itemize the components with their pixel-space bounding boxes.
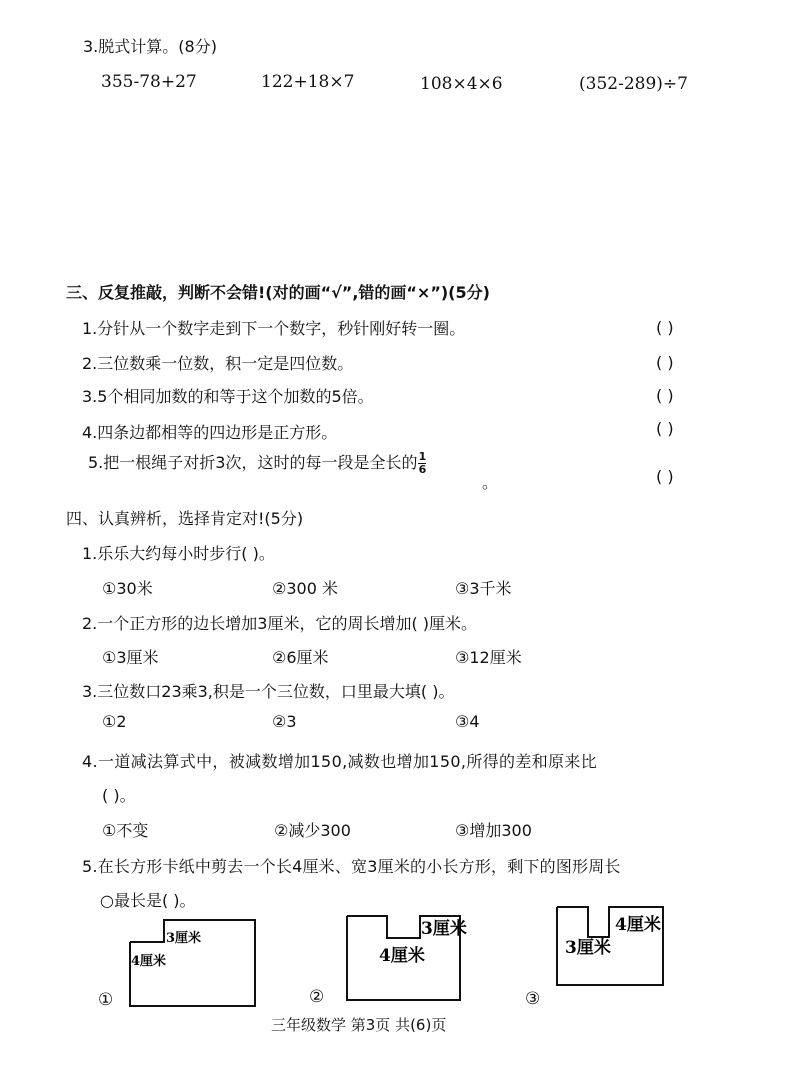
figure-1-number: ① — [98, 990, 114, 1010]
choice-q5-line1: 5.在长方形卡纸中剪去一个长4厘米、宽3厘米的小长方形，剩下的图形周长 — [82, 857, 621, 876]
calc-expression-3: 108×4×6 — [420, 74, 503, 94]
choice-q2: 2.一个正方形的边长增加3厘米，它的周长增加( )厘米。 — [82, 614, 478, 633]
judge-answer-2[interactable]: ( ) — [656, 353, 674, 372]
judge-answer-4[interactable]: ( ) — [656, 419, 674, 438]
choice-q2-option-2[interactable]: ②6厘米 — [272, 648, 329, 667]
calc-expression-4: (352-289)÷7 — [579, 74, 688, 94]
choice-q3-option-2[interactable]: ②3 — [272, 712, 297, 731]
fraction-denominator: 6 — [418, 463, 427, 476]
judge-item-5 — [88, 450, 426, 476]
choice-q1-option-3[interactable]: ③3千米 — [455, 579, 512, 598]
figure-2-number: ② — [309, 987, 325, 1007]
judge-answer-1[interactable]: ( ) — [656, 318, 674, 337]
choice-q5-line2: ○最长是( )。 — [100, 891, 196, 910]
choice-q3: 3.三位数口23乘3,积是一个三位数，口里最大填( )。 — [82, 682, 455, 701]
figure-1-label-top: 3厘米 — [166, 931, 202, 946]
page-footer: 三年级数学 第3页 共(6)页 — [271, 1016, 447, 1034]
choice-q4-option-3[interactable]: ③增加300 — [455, 821, 532, 840]
choice-q4-line1: 4.一道减法算式中，被减数增加150,减数也增加150,所得的差和原来比 — [82, 752, 598, 771]
section-four-heading: 四、认真辨析，选择肯定对!(5分) — [66, 509, 304, 528]
judge-item-3: 3.5个相同加数的和等于这个加数的5倍。 — [82, 387, 374, 406]
choice-q4-line2: ( )。 — [102, 786, 136, 805]
choice-q1: 1.乐乐大约每小时步行( )。 — [82, 544, 275, 563]
figure-3-number: ③ — [525, 989, 541, 1009]
choice-q1-option-1[interactable]: ①30米 — [102, 579, 153, 598]
figure-3 — [555, 905, 675, 995]
judge-answer-3[interactable]: ( ) — [656, 386, 674, 405]
calc-expression-1: 355-78+27 — [101, 72, 197, 92]
judge-item-5-text: 5.把一根绳子对折3次，这时的每一段是全长的 — [88, 453, 418, 472]
figure-1 — [126, 915, 266, 1010]
judge-item-1: 1.分针从一个数字走到下一个数字，秒针刚好转一圈。 — [82, 319, 466, 338]
figure-3-label-b: 3厘米 — [565, 938, 611, 958]
calc-title: 3.脱式计算。(8分) — [83, 37, 217, 56]
choice-q2-option-1[interactable]: ①3厘米 — [102, 648, 159, 667]
choice-q3-option-3[interactable]: ③4 — [455, 712, 480, 731]
calc-expression-2: 122+18×7 — [261, 72, 355, 92]
fraction-numerator: 1 — [418, 450, 427, 463]
judge-answer-5[interactable]: ( ) — [656, 467, 674, 486]
figure-3-label-a: 4厘米 — [615, 915, 661, 935]
one-sixth-fraction — [418, 451, 426, 476]
choice-q3-option-1[interactable]: ①2 — [102, 712, 127, 731]
section-three-heading: 三、反复推敲，判断不会错!(对的画“√”,错的画“×”)(5分) — [66, 283, 490, 302]
judge-item-5-period: 。 — [482, 473, 499, 492]
figure-2-label-a: 3厘米 — [421, 919, 467, 939]
figure-2-label-b: 4厘米 — [379, 946, 425, 966]
choice-q2-option-3[interactable]: ③12厘米 — [455, 648, 522, 667]
figure-1-label-side: 4厘米 — [131, 954, 167, 969]
choice-q4-option-1[interactable]: ①不变 — [102, 821, 149, 840]
judge-item-4: 4.四条边都相等的四边形是正方形。 — [82, 423, 338, 442]
choice-q4-option-2[interactable]: ②减少300 — [274, 821, 351, 840]
figure-2 — [343, 912, 493, 1007]
choice-q1-option-2[interactable]: ②300 米 — [272, 579, 338, 598]
judge-item-2: 2.三位数乘一位数，积一定是四位数。 — [82, 354, 354, 373]
